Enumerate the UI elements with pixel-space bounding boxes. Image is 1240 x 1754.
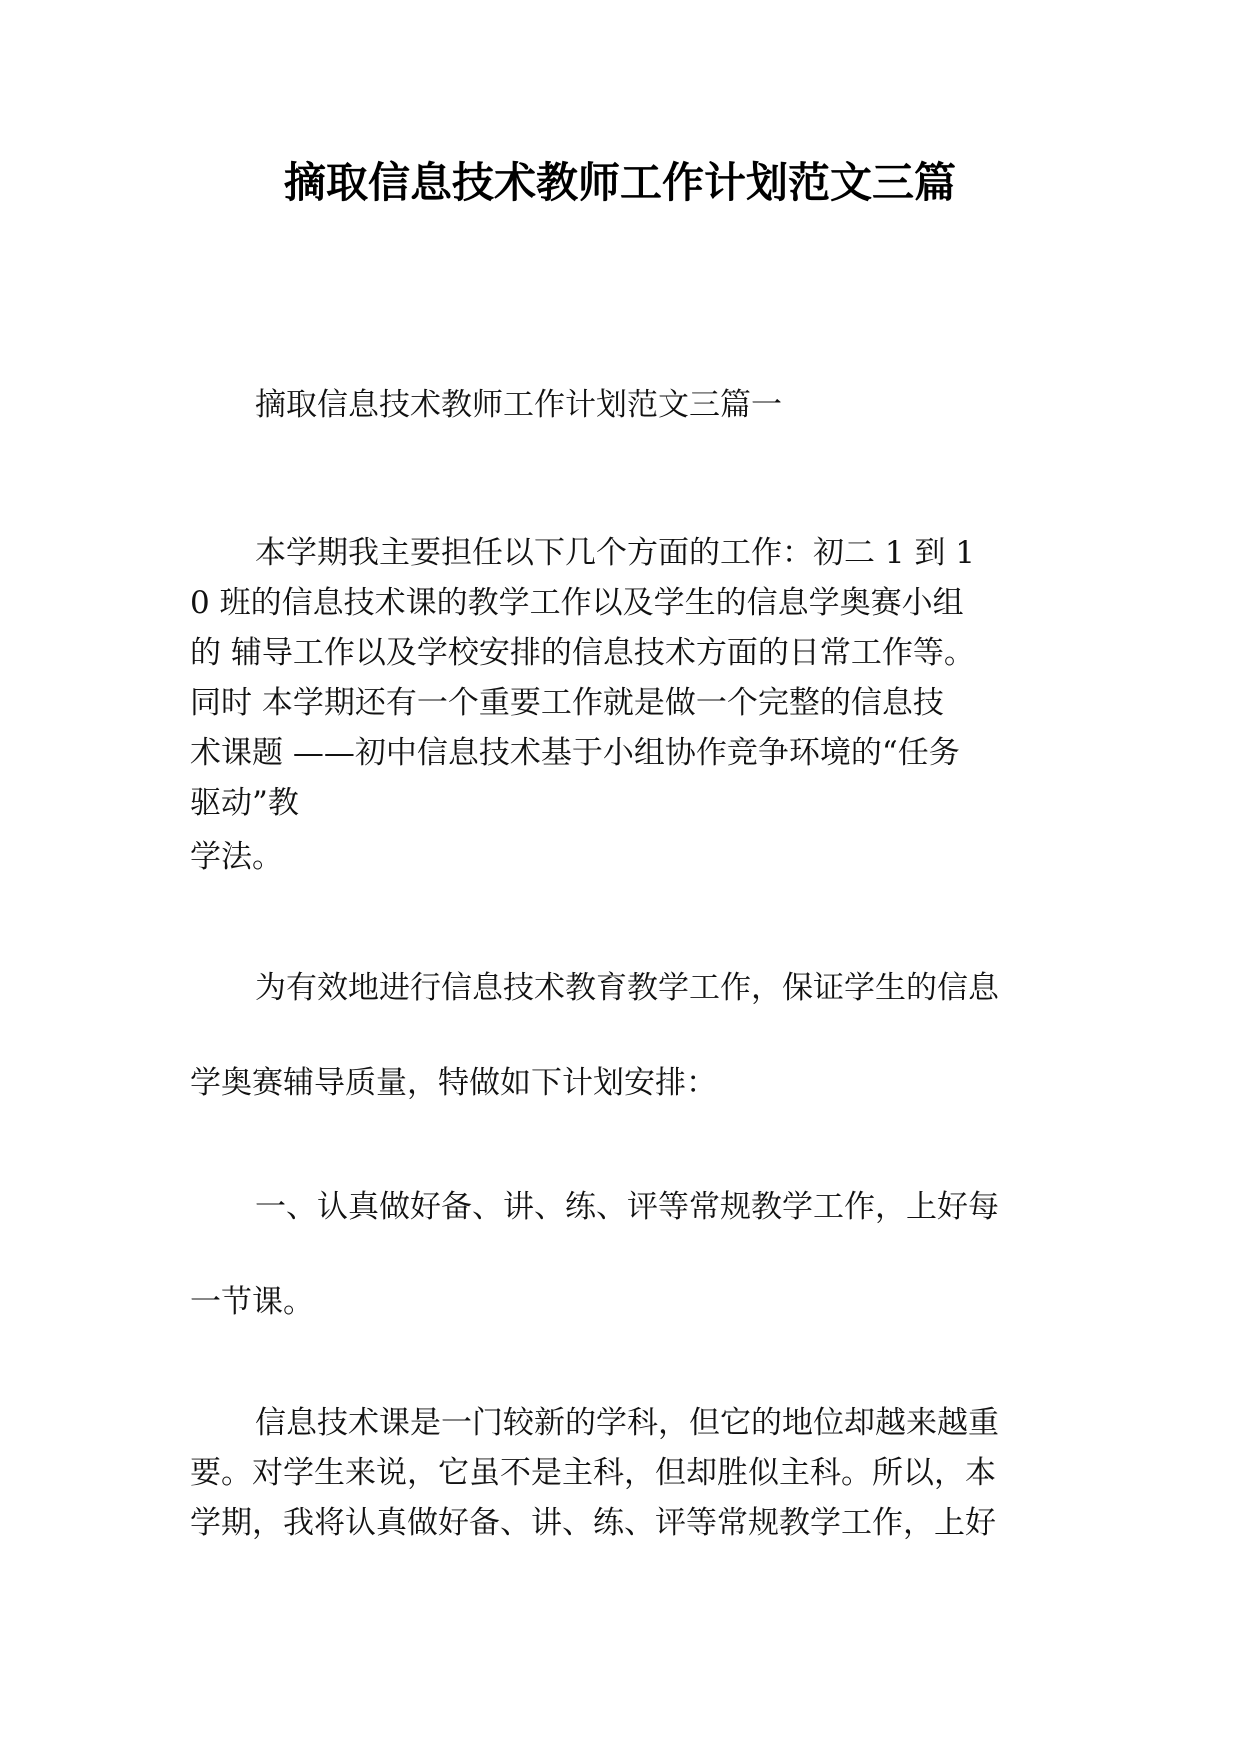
paragraph-line: 为有效地进行信息技术教育教学工作，保证学生的信息 (255, 970, 999, 1006)
paragraph-line: 一、认真做好备、讲、练、评等常规教学工作，上好每 (255, 1189, 999, 1225)
section-heading-text: 摘取信息技术教师工作计划范文三篇一 (255, 387, 782, 423)
paragraph-line: 信息技术课是一门较新的学科，但它的地位却越来越重 (255, 1405, 999, 1441)
paragraph-line: 要。对学生来说，它虽不是主科，但却胜似主科。所以，本 (190, 1455, 996, 1491)
section-heading (190, 380, 1060, 430)
paragraph-2 (190, 963, 1060, 1153)
paragraph-1 (190, 528, 1060, 882)
paragraph-line: 驱动”教 (190, 785, 299, 821)
paragraph-line: 学期，我将认真做好备、讲、练、评等常规教学工作，上好 (190, 1505, 996, 1541)
paragraph-3 (190, 1182, 1060, 1372)
paragraph-line: 本学期我主要担任以下几个方面的工作：初二 1 到 1 (255, 535, 976, 571)
paragraph-line: 学奥赛辅导质量，特做如下计划安排： (190, 1065, 717, 1101)
paragraph-line: 一节课。 (190, 1284, 314, 1320)
document-title: 摘取信息技术教师工作计划范文三篇 (283, 158, 956, 207)
paragraph-line: 0 班的信息技术课的教学工作以及学生的信息学奥赛小组 (190, 585, 964, 621)
paragraph-4 (190, 1398, 1060, 1548)
paragraph-line: 术课题 ——初中信息技术基于小组协作竞争环境的“任务 (190, 735, 960, 771)
paragraph-line: 的 辅导工作以及学校安排的信息技术方面的日常工作等。 (190, 635, 975, 671)
paragraph-line: 同时 本学期还有一个重要工作就是做一个完整的信息技 (190, 685, 944, 721)
paragraph-line: 学法。 (190, 839, 283, 875)
